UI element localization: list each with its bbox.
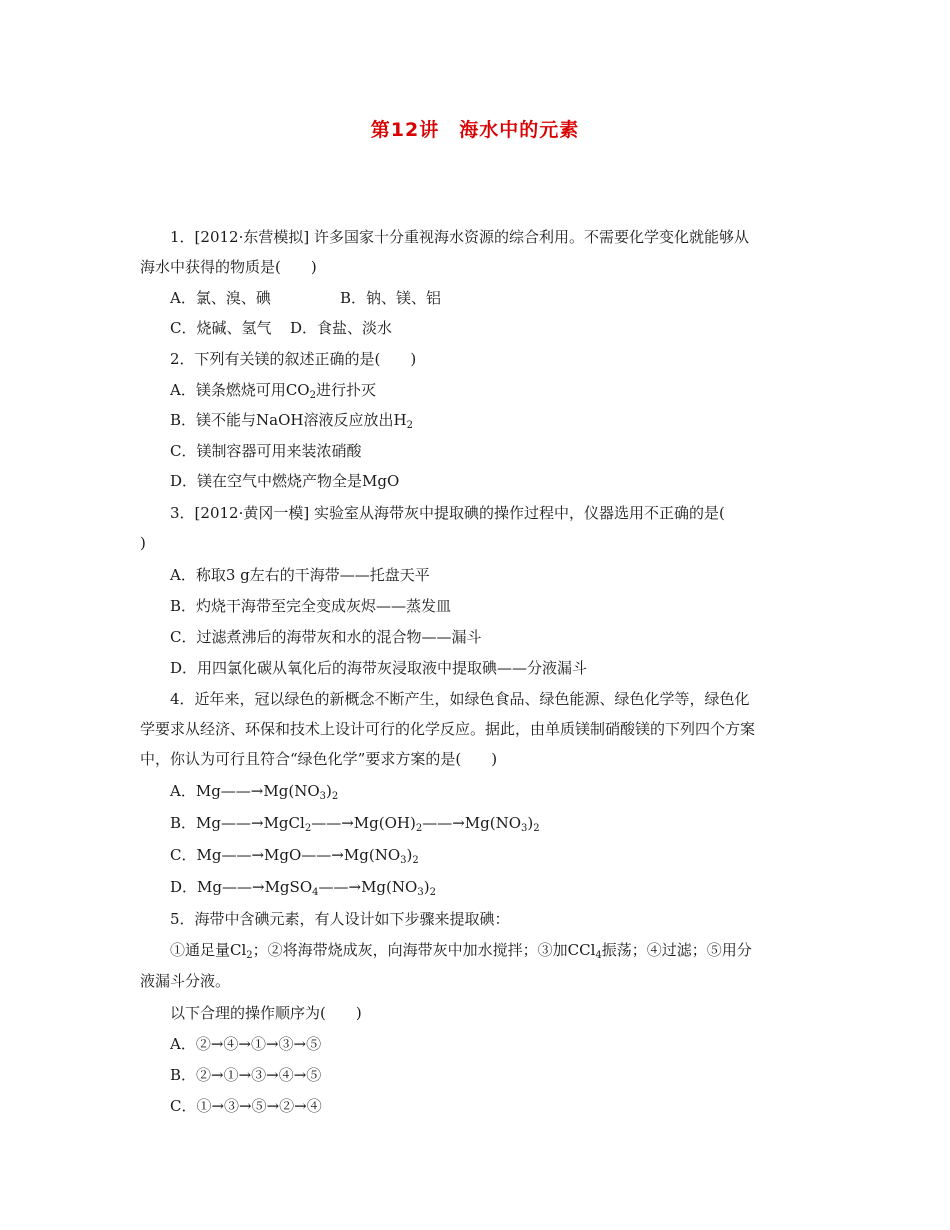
q4-stem-line2: 学要求从经济、环保和技术上设计可行的化学反应。据此，由单质镁制硝酸镁的下列四个方案	[140, 720, 756, 738]
q1-option-d: D．食盐、淡水	[290, 319, 393, 337]
arrow-icon: ——→	[422, 814, 465, 832]
q4-option-b: B．$Mg——\to MgCl_2——\to Mg(OH)_2——\to Mg(NO_3)_2$	[170, 814, 540, 834]
q5-option-b: B．②→①→③→④→⑤	[170, 1066, 322, 1084]
page-title: 第12讲 海水中的元素	[370, 119, 580, 141]
q1-option-c: C．烧碱、氢气	[170, 319, 272, 337]
q5-prompt: 以下合理的操作顺序为( )	[170, 1004, 362, 1022]
q2-option-d: D．镁在空气中燃烧产物全是MgO	[170, 472, 400, 490]
arrow-icon: ——→	[222, 878, 265, 896]
q5-option-c: C．①→③→⑤→②→④	[170, 1097, 322, 1115]
q5-steps-line1: ①通足量$Cl_2$；②将海带烧成灰，向海带灰中加水搅拌；③加CCl$_4$振荡；④过滤；⑤用分	[170, 941, 752, 961]
q3-option-b: B．灼烧干海带至完全变成灰烬——蒸发皿	[170, 597, 452, 615]
q5-stem: 5．海带中含碘元素，有人设计如下步骤来提取碘：	[170, 910, 510, 928]
q3-stem-line1: 3．[2012·黄冈一模] 实验室从海带灰中提取碘的操作过程中，仪器选用不正确的是(	[170, 504, 725, 522]
q1-stem-line1: 1．[2012·东营模拟] 许多国家十分重视海水资源的综合利用。不需要化学变化就能够从	[170, 228, 749, 246]
q4-option-c: C．$Mg——\to MgO——\to Mg(NO_3)_2$	[170, 846, 419, 866]
q3-option-c: C．过滤煮沸后的海带灰和水的混合物——漏斗	[170, 628, 482, 646]
q2-option-b: B．镁不能与NaOH溶液反应放出$H_2$	[170, 411, 413, 431]
arrow-icon: ——→	[220, 782, 264, 800]
q5-option-a: A．②→④→①→③→⑤	[170, 1035, 322, 1053]
arrow-icon: ——→	[220, 814, 264, 832]
q4-stem-line3: 中，你认为可行且符合“绿色化学”要求方案的是( )	[140, 750, 498, 768]
q5-steps-line2: 液漏斗分液。	[140, 972, 231, 990]
q4-option-d: D．$Mg——\to MgSO_4——\to Mg(NO_3)_2$	[170, 878, 436, 898]
arrow-icon: ——→	[301, 846, 344, 864]
q3-stem-line2: )	[140, 534, 146, 552]
arrow-icon: ——→	[221, 846, 265, 864]
q1-stem-line2: 海水中获得的物质是( )	[140, 258, 317, 276]
arrow-icon: ——→	[318, 878, 362, 896]
arrow-icon: ——→	[311, 814, 354, 832]
q2-stem: 2．下列有关镁的叙述正确的是( )	[170, 350, 417, 368]
q4-stem-line1: 4．近年来，冠以绿色的新概念不断产生，如绿色食品、绿色能源、绿色化学等，绿色化	[170, 690, 750, 708]
q2-option-c: C．镁制容器可用来装浓硝酸	[170, 442, 362, 460]
q2-option-a: A．镁条燃烧可用$CO_2$进行扑灭	[170, 381, 376, 401]
q1-option-b: B．钠、镁、铝	[340, 289, 442, 307]
q3-option-d: D．用四氯化碳从氧化后的海带灰浸取液中提取碘——分液漏斗	[170, 659, 588, 677]
q3-option-a: A．称取3 g左右的干海带——托盘天平	[170, 566, 430, 584]
q1-option-a: A．氯、溴、碘	[170, 289, 271, 307]
q4-option-a: A．$Mg——\to Mg(NO_3)_2$	[170, 782, 339, 802]
